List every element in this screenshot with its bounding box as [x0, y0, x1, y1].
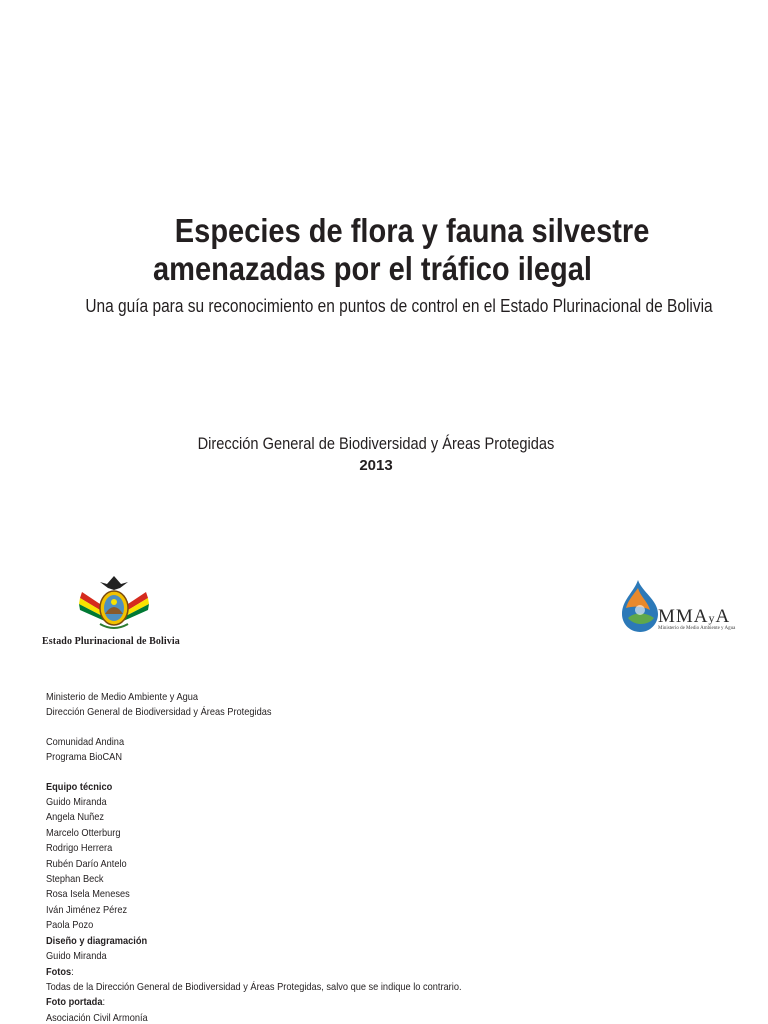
team-heading: Equipo técnico — [46, 780, 113, 793]
team-member: Rubén Darío Antelo — [46, 857, 127, 870]
team-member: Rosa Isela Meneses — [46, 888, 130, 901]
photos-text: Todas de la Dirección General de Biodiversidad y Áreas Protegidas, salvo que se indique lo contrario. — [46, 980, 462, 993]
team-member: Rodrigo Herrera — [46, 842, 113, 855]
title-line-2: amenazadas por el tráfico ilegal — [152, 250, 592, 287]
team-member: Paola Pozo — [46, 919, 94, 932]
publication-year: 2013 — [359, 457, 393, 474]
mmaya-name: MMA — [658, 606, 709, 627]
cover-colon: : — [102, 996, 106, 1009]
team-member: Stephan Beck — [46, 873, 104, 886]
document-subtitle: Una guía para su reconocimiento en puntos de control en el Estado Plurinacional de Bolivia — [85, 296, 713, 316]
issuing-directorate: Dirección General de Biodiversidad y Áreas Protegidas — [197, 434, 555, 453]
coat-of-arms-caption: Estado Plurinacional de Bolivia — [42, 636, 180, 647]
credits-block — [46, 690, 504, 1024]
cover-heading-row — [46, 995, 504, 1010]
photos-heading: Fotos — [46, 965, 72, 978]
designer: Guido Miranda — [46, 950, 107, 963]
team-member: Marcelo Otterburg — [46, 826, 121, 839]
design-heading: Diseño y diagramación — [46, 934, 148, 947]
photos-heading-row — [46, 965, 504, 980]
mmaya-y: y — [708, 611, 716, 625]
document-title — [48, 212, 724, 288]
mmaya-subtitle: Ministerio de Medio Ambiente y Agua — [658, 626, 736, 631]
title-line-1: Especies de flora y fauna silvestre — [174, 212, 650, 249]
mmaya-wordmark — [658, 606, 730, 628]
team-member: Angela Nuñez — [46, 811, 105, 824]
mmaya-a: A — [715, 606, 731, 627]
credit-ministry: Ministerio de Medio Ambiente y Agua — [46, 691, 199, 703]
bolivia-coat-of-arms-icon — [74, 572, 154, 632]
credit-community: Comunidad Andina — [46, 735, 125, 748]
cover-heading: Foto portada — [46, 996, 103, 1009]
team-member: Guido Miranda — [46, 796, 107, 809]
credit-directorate: Dirección General de Biodiversidad y Áreas Protegidas — [46, 706, 272, 719]
cover-text: Asociación Civil Armonía — [46, 1011, 148, 1024]
photos-colon: : — [71, 965, 74, 978]
team-member: Iván Jiménez Pérez — [46, 903, 128, 916]
credit-program: Programa BioCAN — [46, 751, 123, 764]
